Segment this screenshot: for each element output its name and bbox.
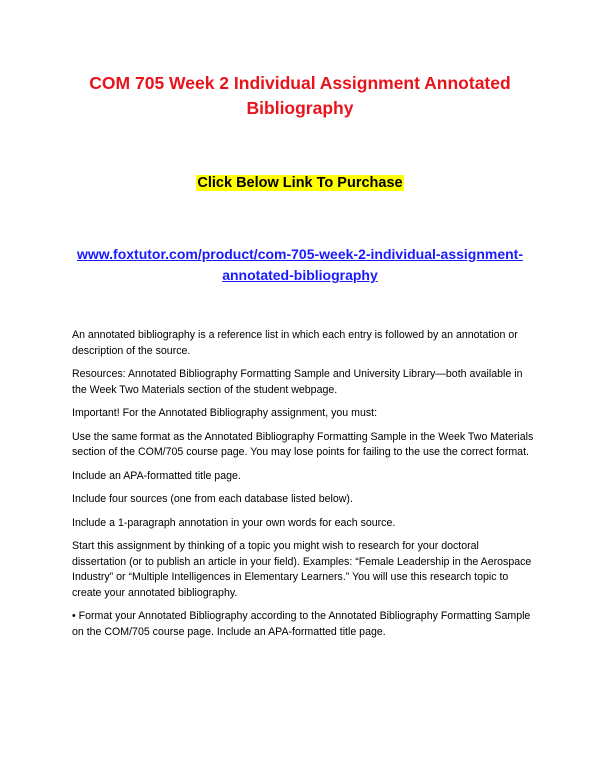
paragraph-intro: An annotated bibliography is a reference list in which each entry is followed by an annotation or description of the source.: [72, 329, 518, 357]
purchase-callout: [0, 173, 600, 193]
paragraph-resources: Resources: Annotated Bibliography Formatting Sample and University Library—both available in the Week Two Materials section of the student webpage.: [72, 368, 523, 396]
document-title: COM 705 Week 2 Individual Assignment Annotated Bibliography: [89, 73, 511, 118]
paragraph-sources: Include four sources (one from each database listed below).: [72, 493, 353, 505]
paragraph-title-page: Include an APA-formatted title page.: [72, 469, 241, 482]
paragraph-important: Important! For the Annotated Bibliography assignment, you must:: [72, 407, 378, 419]
purchase-label: Click Below Link To Purchase: [197, 175, 403, 191]
purchase-link-container: [60, 244, 540, 286]
paragraph-bullet-format: • Format your Annotated Bibliography according to the Annotated Bibliography Formatting Sample on the COM/705 course page. Include an APA-formatted title page.: [72, 610, 531, 638]
paragraph-topic: Start this assignment by thinking of a topic you might wish to research for your doctoral dissertation (or to publish an article in your field). Examples: “Female Leadership in the Aerospace Industry” or “Multiple Intelligences in Elementary Learners.” You will use this research topic to create your annotated bibliography.: [72, 540, 532, 599]
paragraph-format: Use the same format as the Annotated Bibliography Formatting Sample in the Week Two Materials section of the COM/705 course page. You may lose points for failing to the use the correct format.: [72, 430, 534, 458]
purchase-link[interactable]: www.foxtutor.com/product/com-705-week-2-individual-assignment-annotated-bibliography: [77, 246, 523, 283]
paragraph-annotation: Include a 1-paragraph annotation in your own words for each source.: [72, 516, 396, 529]
document-body: [72, 328, 534, 648]
